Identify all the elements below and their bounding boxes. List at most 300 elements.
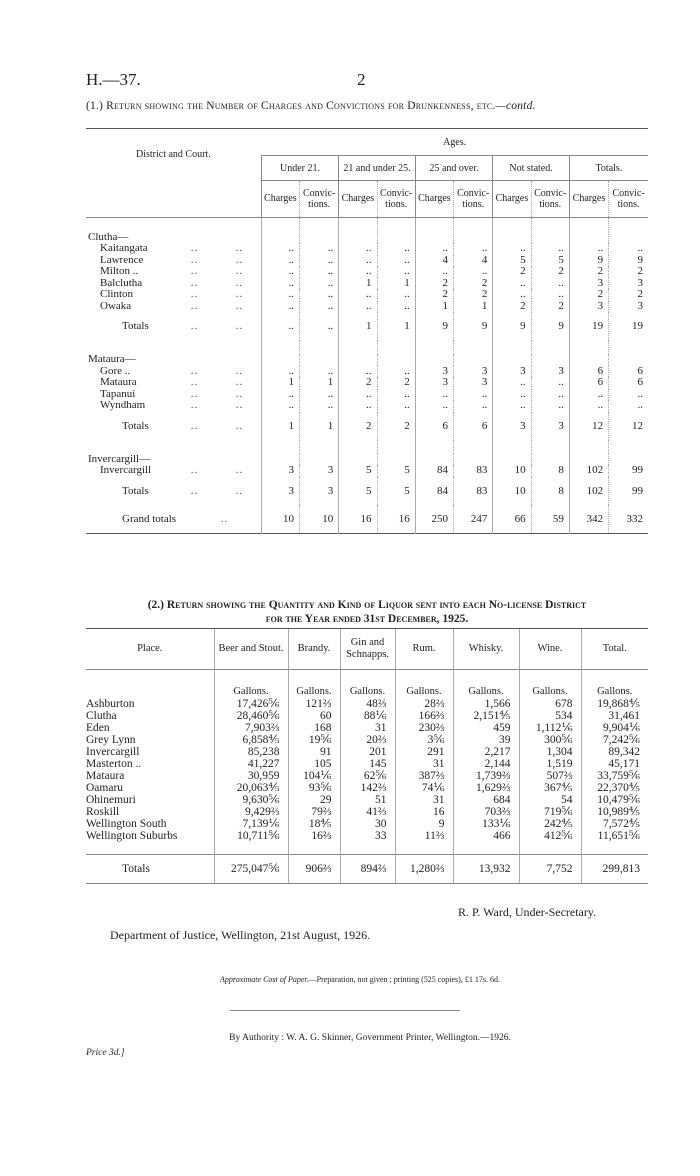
liquor-row [86,806,648,818]
liquor-row [86,722,648,734]
count-cell: 5 [377,465,415,477]
court-name: Tapanui [100,387,136,400]
count-cell: .. [261,301,299,313]
count-cell: 1 [415,301,453,313]
count-cell: 3 [299,465,338,477]
count-cell: .. [261,389,299,401]
count-cell: .. [339,400,377,412]
count-cell: 6 [609,377,648,389]
gallons-cell: 45,171 [581,758,648,770]
gallons-cell: 16 [395,806,453,818]
count-cell: 1 [339,278,377,290]
gallons-total-cell: 13,932 [453,855,519,884]
count-cell: 2 [493,301,531,313]
count-cell: 6 [609,366,648,378]
gallons-cell: 29 [288,794,340,806]
count-cell: 3 [415,377,453,389]
count-cell: .. [531,400,569,412]
gallons-cell: 17,426⅚ [214,698,288,710]
liquor-col-header: Whisky. [453,629,519,670]
count-cell: 5 [377,477,415,505]
gallons-cell: 507⅔ [519,770,581,782]
count-cell: 3 [569,301,608,313]
gallons-cell: 30,959 [214,770,288,782]
count-cell: 84 [415,465,453,477]
count-cell: 5 [339,477,377,505]
count-cell: 10 [299,505,338,534]
sub-convictions-header: Convic-tions. [454,181,493,218]
count-cell: 1 [339,312,377,340]
count-cell: .. [609,389,648,401]
count-cell: .. [377,400,415,412]
count-cell: 8 [531,477,569,505]
leader-dots: .. .. [190,265,244,277]
count-cell: 1 [454,301,493,313]
gallons-cell: 31,461 [581,710,648,722]
divider [230,1010,460,1011]
cost-label: Approximate Cost of Paper. [220,975,309,984]
count-cell: .. [569,389,608,401]
count-cell: 9 [415,312,453,340]
count-cell: 2 [493,266,531,278]
gallons-cell: 142⅔ [340,782,395,794]
gallons-cell: 1,112⅙ [519,722,581,734]
signature: R. P. Ward, Under-Secretary. [458,905,597,919]
count-cell: .. [531,377,569,389]
unit-label: Gallons. [214,670,288,699]
liquor-col-header: Rum. [395,629,453,670]
count-cell: 102 [569,465,608,477]
count-cell: .. [609,243,648,255]
spacer-row [86,440,648,454]
count-cell: 5 [493,255,531,267]
count-cell: 2 [377,377,415,389]
count-cell: 6 [415,412,453,440]
table1-title [86,100,646,112]
gallons-cell: 91 [288,746,340,758]
count-cell: 1 [299,412,338,440]
district-name: Mataura— [88,353,136,365]
grand-totals-label: Grand totals [122,512,177,525]
place-name: Grey Lynn [86,734,136,746]
liquor-totals-label: Totals [86,855,214,884]
gallons-cell: 74⅙ [395,782,453,794]
count-cell: 3 [531,412,569,440]
liquor-row [86,746,648,758]
gallons-cell: 11⅔ [395,830,453,842]
count-cell: 83 [454,477,493,505]
count-cell: .. [377,243,415,255]
place-name: Ashburton [86,698,135,710]
count-cell: 9 [454,312,493,340]
drunkenness-table [86,128,648,534]
court-row [86,301,648,313]
gallons-cell: 28⅔ [395,698,453,710]
gallons-cell: 31 [340,722,395,734]
group-not-stated: Not stated. [493,156,570,181]
unit-label: Gallons. [395,670,453,699]
leader-dots: .. .. [190,464,244,476]
liquor-col-header: Total. [581,629,648,670]
section-totals-row [86,412,648,440]
gallons-cell: 20⅔ [340,734,395,746]
document-reference: H.—37. [86,70,141,89]
gallons-cell: 168 [288,722,340,734]
section-totals-row [86,312,648,340]
gallons-cell: 201 [340,746,395,758]
count-cell: 6 [454,412,493,440]
count-cell: 342 [569,505,608,534]
liquor-row [86,782,648,794]
gallons-cell: 7,572⅘ [581,818,648,830]
count-cell: .. [569,400,608,412]
place-name: Ohinemuri [86,794,136,806]
court-row [86,266,648,278]
count-cell: 16 [377,505,415,534]
count-cell: .. [454,243,493,255]
count-cell: 9 [569,255,608,267]
count-cell: 5 [531,255,569,267]
sub-charges-header: Charges [261,181,299,218]
cost-note [90,975,630,984]
leader-dots: .. .. [190,364,244,377]
gallons-cell: 41,227 [214,758,288,770]
count-cell: .. [261,266,299,278]
liquor-row [86,770,648,782]
liquor-col-header: Brandy. [288,629,340,670]
leader-dots: .. .. [190,253,244,266]
count-cell: .. [493,278,531,290]
unit-label: Gallons. [340,670,395,699]
count-cell: 2 [531,266,569,278]
count-cell: .. [339,301,377,313]
count-cell: 6 [569,366,608,378]
gallons-cell: 20,063⅘ [214,782,288,794]
count-cell: 16 [339,505,377,534]
count-cell: 84 [415,477,453,505]
sub-charges-header: Charges [493,181,531,218]
authority-line: By Authority : W. A. G. Skinner, Government Printer, Wellington.—1926. [229,1033,511,1043]
gallons-cell: 387⅔ [395,770,453,782]
court-row [86,400,648,412]
place-name: Roskill [86,806,120,818]
count-cell: 2 [531,301,569,313]
gallons-cell: 1,566 [453,698,519,710]
district-header-row [86,354,648,366]
gallons-cell: 30 [340,818,395,830]
gallons-cell: 28,460⅚ [214,710,288,722]
count-cell: 8 [531,465,569,477]
count-cell: 2 [415,289,453,301]
gallons-cell: 242⅘ [519,818,581,830]
count-cell: 1 [261,377,299,389]
count-cell: .. [261,400,299,412]
liquor-col-header: Place. [86,629,214,670]
gallons-cell: 9,630⅚ [214,794,288,806]
gallons-cell: 54 [519,794,581,806]
count-cell: .. [339,266,377,278]
gallons-cell: 133⅙ [453,818,519,830]
gallons-cell: 291 [395,746,453,758]
count-cell: .. [377,266,415,278]
leader-dots: .. .. [190,484,244,497]
place-name: Wellington Suburbs [86,830,178,842]
gallons-cell: 41⅔ [340,806,395,818]
count-cell: 66 [493,505,531,534]
count-cell: 99 [609,477,648,505]
count-cell: 1 [299,377,338,389]
count-cell: .. [261,366,299,378]
section-totals-row [86,477,648,505]
count-cell: .. [339,243,377,255]
count-cell: 12 [569,412,608,440]
gallons-cell: 19,868⅘ [581,698,648,710]
count-cell: 2 [454,289,493,301]
sub-charges-header: Charges [569,181,608,218]
count-cell: 3 [609,301,648,313]
gallons-cell: 7,139⅙ [214,818,288,830]
court-name: Kaitangata [100,242,148,254]
count-cell: 3 [531,366,569,378]
gallons-cell: 1,519 [519,758,581,770]
gallons-cell: 3⅚ [395,734,453,746]
leader-dots: .. .. [190,387,244,400]
count-cell: .. [377,289,415,301]
count-cell: 99 [609,465,648,477]
gallons-cell: 534 [519,710,581,722]
court-name: Gore .. [100,364,131,377]
court-name: Mataura [100,376,137,388]
count-cell: 3 [454,366,493,378]
gallons-cell: 166⅔ [395,710,453,722]
gallons-cell: 2,217 [453,746,519,758]
count-cell: 332 [609,505,648,534]
group-25-and-over: 25 and over. [415,156,493,181]
leader-dots: .. .. [190,288,244,300]
count-cell: .. [531,389,569,401]
count-cell: .. [299,243,338,255]
count-cell: 3 [415,366,453,378]
gallons-cell: 33 [340,830,395,842]
count-cell: .. [493,243,531,255]
sub-convictions-header: Convic-tions. [609,181,648,218]
count-cell: .. [377,389,415,401]
gallons-cell: 18⅘ [288,818,340,830]
count-cell: 2 [609,289,648,301]
liquor-row [86,794,648,806]
place-name: Mataura [86,770,125,782]
count-cell: .. [493,389,531,401]
totals-label: Totals [122,419,149,432]
gallons-cell: 459 [453,722,519,734]
sub-convictions-header: Convic-tions. [377,181,415,218]
gallons-cell: 39 [453,734,519,746]
count-cell: .. [531,243,569,255]
court-row [86,465,648,477]
count-cell: .. [493,400,531,412]
count-cell: 3 [569,278,608,290]
totals-label: Totals [122,320,149,332]
gallons-cell: 1,739⅔ [453,770,519,782]
gallons-cell: 9,429⅔ [214,806,288,818]
gallons-total-cell: 299,813 [581,855,648,884]
count-cell: .. [299,278,338,290]
count-cell: .. [377,255,415,267]
leader-dots: .. .. [190,399,244,411]
court-name: Wyndham [100,399,146,411]
count-cell: 3 [454,377,493,389]
gallons-total-cell: 894⅔ [340,855,395,884]
gallons-cell: 10,479⅚ [581,794,648,806]
count-cell: .. [299,389,338,401]
count-cell: .. [454,389,493,401]
gallons-cell: 300⅚ [519,734,581,746]
count-cell: .. [299,266,338,278]
gallons-cell: 105 [288,758,340,770]
unit-label: Gallons. [519,670,581,699]
gallons-cell: 19⅚ [288,734,340,746]
table2-title-line2: for the Year ended 31st December, 1925. [265,613,469,625]
court-name: Clinton [100,288,134,300]
count-cell: .. [377,301,415,313]
count-cell: .. [531,289,569,301]
gallons-total-cell: 1,280⅔ [395,855,453,884]
gallons-cell: 60 [288,710,340,722]
gallons-cell: 121⅔ [288,698,340,710]
count-cell: 10 [493,465,531,477]
count-cell: 1 [377,278,415,290]
count-cell: 2 [569,289,608,301]
gallons-cell: 79⅔ [288,806,340,818]
liquor-totals-row [86,855,648,884]
count-cell: 2 [339,377,377,389]
count-cell: .. [339,289,377,301]
leader-dots: .. .. [190,419,244,432]
sub-convictions-header: Convic-tions. [299,181,338,218]
gallons-cell: 466 [453,830,519,842]
count-cell: 3 [493,366,531,378]
gallons-cell: 85,238 [214,746,288,758]
gallons-cell: 16⅔ [288,830,340,842]
count-cell: 9 [531,312,569,340]
count-cell: 2 [377,412,415,440]
count-cell: 19 [569,312,608,340]
gallons-cell: 89,342 [581,746,648,758]
count-cell: 4 [454,255,493,267]
gallons-cell: 719⅚ [519,806,581,818]
table2-title-line1: (2.) Return showing the Quantity and Kind of Liquor sent into each No-license District [147,599,587,611]
gallons-cell: 9,904⅙ [581,722,648,734]
place-name: Invercargill [86,746,140,758]
leader-dots: .. .. [190,299,244,312]
gallons-cell: 104⅙ [288,770,340,782]
place-name: Masterton .. [86,758,142,770]
gallons-cell: 11,651⅚ [581,830,648,842]
col-ages-header: Ages. [261,129,648,156]
unit-label: Gallons. [288,670,340,699]
group-21-to-25: 21 and under 25. [339,156,416,181]
gallons-cell: 31 [395,794,453,806]
gallons-cell: 9 [395,818,453,830]
gallons-cell: 678 [519,698,581,710]
count-cell: .. [415,243,453,255]
count-cell: .. [609,400,648,412]
count-cell: .. [261,243,299,255]
gallons-cell: 93⅚ [288,782,340,794]
count-cell: 3 [609,278,648,290]
gallons-cell: 62⅚ [340,770,395,782]
gallons-cell: 6,858⅘ [214,734,288,746]
liquor-row [86,830,648,842]
court-name: Milton .. [100,265,139,277]
count-cell: .. [339,389,377,401]
count-cell: 102 [569,477,608,505]
court-name: Balclutha [100,276,143,289]
gallons-cell: 230⅔ [395,722,453,734]
liquor-col-header: Beer and Stout. [214,629,288,670]
gallons-cell: 51 [340,794,395,806]
count-cell: 1 [261,412,299,440]
count-cell: .. [299,255,338,267]
count-cell: .. [299,289,338,301]
count-cell: .. [415,389,453,401]
gallons-cell: 684 [453,794,519,806]
count-cell: .. [415,400,453,412]
count-cell: 247 [454,505,493,534]
count-cell: .. [261,289,299,301]
gallons-total-cell: 275,047⅚ [214,855,288,884]
leader-dots: .. .. [190,376,244,388]
count-cell: 250 [415,505,453,534]
gallons-cell: 1,304 [519,746,581,758]
count-cell: .. [339,255,377,267]
leader-dots: .. [190,512,229,525]
department-line: Department of Justice, Wellington, 21st August, 1926. [110,928,371,942]
col-district-header: District and Court. [136,149,211,161]
count-cell: .. [299,301,338,313]
count-cell: 3 [493,412,531,440]
district-name: Invercargill— [88,452,151,465]
gallons-cell: 22,370⅘ [581,782,648,794]
gallons-cell: 31 [395,758,453,770]
count-cell: .. [454,400,493,412]
gallons-total-cell: 906⅔ [288,855,340,884]
gallons-cell: 33,759⅚ [581,770,648,782]
count-cell: 2 [454,278,493,290]
leader-dots: .. .. [190,242,244,254]
count-cell: 3 [261,465,299,477]
count-cell: .. [339,366,377,378]
count-cell: 5 [339,465,377,477]
liquor-row [86,710,648,722]
count-cell: .. [261,278,299,290]
court-row [86,377,648,389]
unit-row [86,670,648,699]
count-cell: 83 [454,465,493,477]
sub-charges-header: Charges [415,181,453,218]
count-cell: .. [299,312,338,340]
count-cell: 59 [531,505,569,534]
district-name: Clutha— [88,230,129,243]
group-totals: Totals. [569,156,648,181]
table2-title [86,598,648,626]
count-cell: .. [569,243,608,255]
count-cell: 3 [299,477,338,505]
totals-label: Totals [122,484,149,497]
unit-label: Gallons. [453,670,519,699]
count-cell: 2 [569,266,608,278]
gallons-cell: 703⅔ [453,806,519,818]
